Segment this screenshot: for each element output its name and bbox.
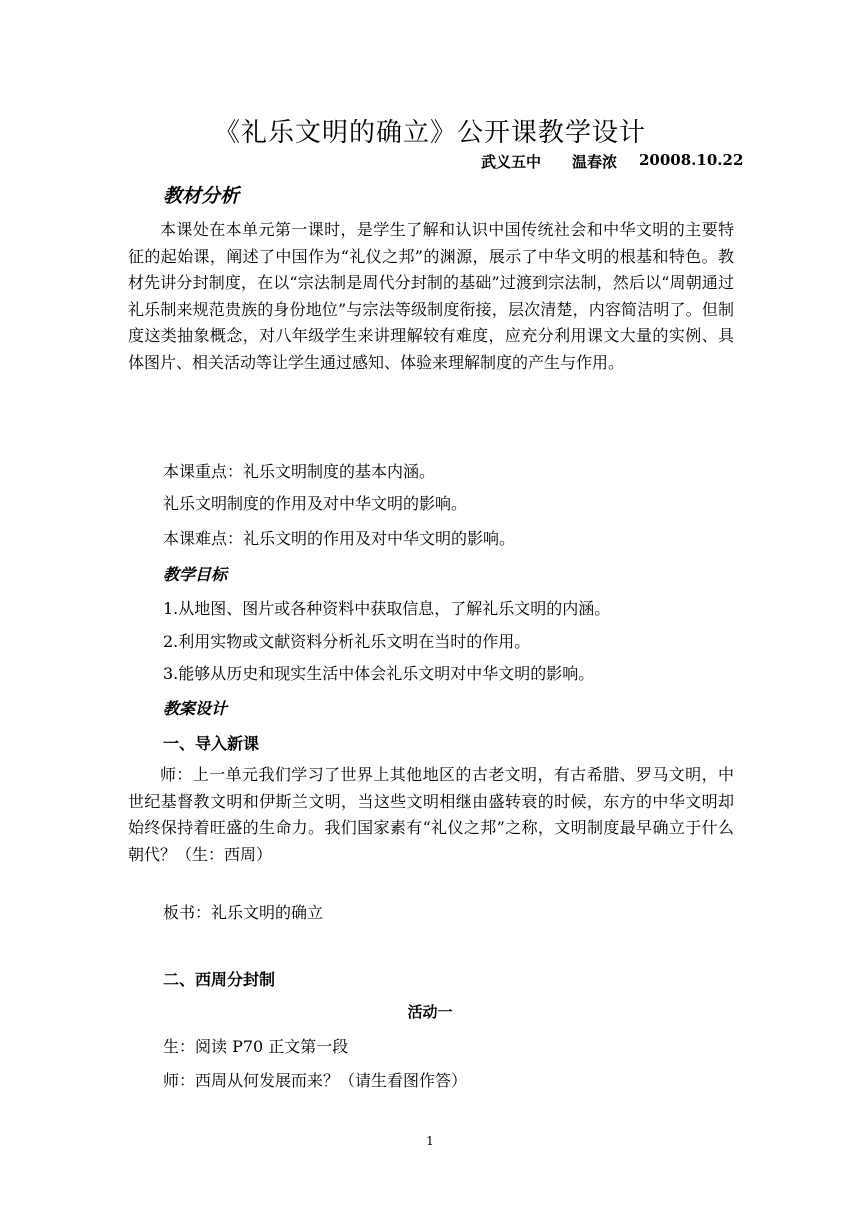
blackboard-line: 板书：礼乐文明的确立 (163, 903, 324, 922)
goal-item: 3.能够从历史和现实生活中体会礼乐文明对中华文明的影响。 (163, 664, 595, 683)
goal-item: 1.从地图、图片或各种资料中获取信息，了解礼乐文明的内涵。 (163, 599, 611, 618)
intro-paragraph: 师：上一单元我们学习了世界上其他地区的古老文明，有古希腊、罗马文明，中世纪基督教文明和伊斯兰文明，当这些文明相继由盛转衰的时候，东方的中华文明却始终保持着旺盛的生命力。我们国家素有“礼仪之邦”之称，文明制度最早确立于什么朝代？（生：西周） (128, 765, 734, 864)
key-point-line: 本课重点：礼乐文明制度的基本内涵。 (163, 462, 436, 481)
difficulty-line: 本课难点：礼乐文明的作用及对中华文明的影响。 (163, 529, 516, 548)
document-date: 20008.10.22 (639, 151, 744, 169)
part-two-heading: 二、西周分封制 (163, 970, 276, 989)
material-analysis-heading: 教材分析 (163, 185, 240, 207)
lesson-plan-heading: 教案设计 (163, 699, 228, 718)
key-point-continued-line: 礼乐文明制度的作用及对中华文明的影响。 (163, 494, 468, 513)
material-analysis-paragraph: 本课处在本单元第一课时，是学生了解和认识中国传统社会和中华文明的主要特征的起始课，阐述了中国作为“礼仪之邦”的渊源，展示了中华文明的根基和特色。教材先讲分封制度，在以“宗法制是周代分封制的基础”过渡到宗法制，然后以“周朝通过礼乐制来规范贵族的身份地位”与宗法等级制度衔接，层次清楚，内容简洁明了。但制度这类抽象概念，对八年级学生来讲理解较有难度，应充分利用课文大量的实例、具体图片、相关活动等让学生通过感知、体验来理解制度的产生与作用。 (128, 220, 734, 372)
author-name: 温春浓 (572, 153, 618, 171)
school-name: 武义五中 (481, 153, 542, 171)
page-number: 1 (426, 1134, 434, 1148)
goal-item: 2.利用实物或文献资料分析礼乐文明在当时的作用。 (163, 632, 531, 651)
part-one-heading: 一、导入新课 (163, 734, 260, 753)
document-title: 《礼乐文明的确立》公开课教学设计 (213, 118, 646, 148)
teaching-goals-heading: 教学目标 (163, 565, 228, 584)
activity-label: 活动一 (407, 1003, 453, 1021)
student-line: 生：阅读 P70 正文第一段 (163, 1037, 349, 1056)
teacher-line: 师：西周从何发展而来？（请生看图作答） (163, 1071, 468, 1090)
